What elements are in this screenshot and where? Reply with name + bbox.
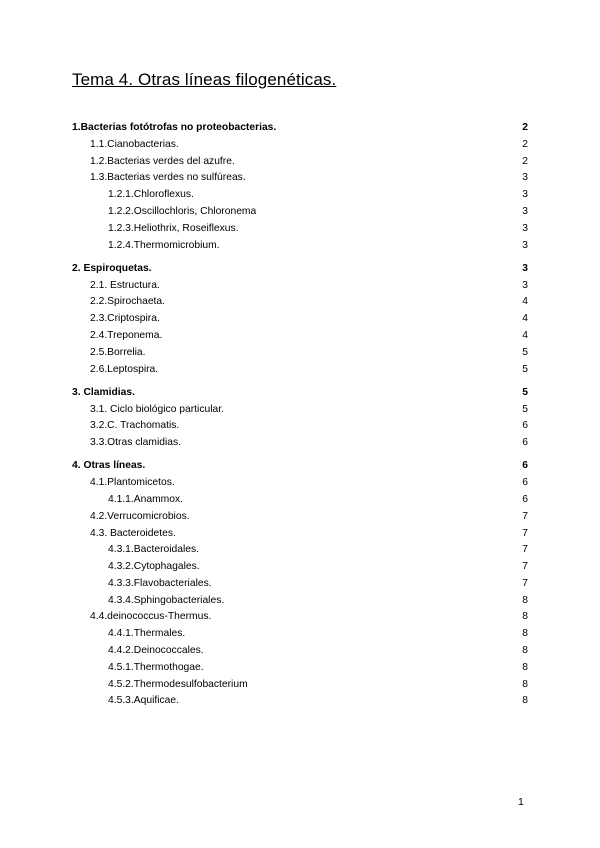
toc-entry[interactable] [72,221,528,238]
toc-entry-page: 7 [522,510,528,522]
table-of-contents [72,120,528,710]
toc-entry-page: 7 [522,527,528,539]
toc-entry[interactable] [72,187,528,204]
toc-entry-label: 3.2.C. Trachomatis. [90,420,180,432]
toc-entry-label: 4.4.1.Thermales. [108,628,186,640]
toc-entry-page: 2 [522,122,528,133]
toc-entry-page: 7 [522,544,528,556]
toc-entry-page: 4 [522,313,528,325]
toc-entry-label: 2.2.Spirochaeta. [90,296,165,308]
toc-entry-label: 1.2.1.Chloroflexus. [108,189,194,201]
toc-entry[interactable] [72,362,528,379]
toc-entry-page: 3 [522,239,528,251]
toc-entry[interactable] [72,204,528,221]
toc-entry-label: 4.1.1.Anammox. [108,493,183,505]
toc-entry[interactable] [72,435,528,452]
toc-entry-page: 2 [522,138,528,150]
toc-entry[interactable] [72,576,528,593]
toc-entry-label: 1.2.Bacterias verdes del azufre. [90,155,235,167]
toc-entry-label: 4.1.Plantomicetos. [90,477,175,489]
toc-entry-label: 2.5.Borrelia. [90,346,146,358]
toc-entry-label: 4.5.1.Thermothogae. [108,661,204,673]
toc-entry[interactable] [72,385,528,402]
toc-entry[interactable] [72,559,528,576]
toc-entry[interactable] [72,593,528,610]
toc-entry-label: 4. Otras líneas. [72,460,146,472]
toc-entry-label: 1.2.3.Heliothrix, Roseiflexus. [108,222,239,234]
toc-entry[interactable] [72,120,528,137]
toc-entry[interactable] [72,402,528,419]
toc-entry-label: 4.3.1.Bacteroidales. [108,544,200,556]
toc-entry[interactable] [72,693,528,710]
toc-entry-page: 3 [522,172,528,184]
toc-entry-page: 3 [522,262,528,274]
toc-entry-page: 5 [522,386,528,398]
toc-entry-label: 4.4.deinococcus-Thermus. [90,611,212,623]
toc-entry[interactable] [72,609,528,626]
toc-entry-page: 5 [522,346,528,358]
toc-entry[interactable] [72,509,528,526]
toc-entry-page: 8 [522,611,528,623]
toc-entry[interactable] [72,238,528,255]
toc-entry[interactable] [72,492,528,509]
toc-entry[interactable] [72,278,528,295]
toc-entry-page: 6 [522,420,528,432]
toc-entry-label: 3.1. Ciclo biológico particular. [90,403,224,415]
toc-entry-page: 3 [522,222,528,234]
toc-entry-page: 6 [522,493,528,505]
toc-entry-label: 2. Espiroquetas. [72,262,152,274]
toc-entry-page: 8 [522,678,528,690]
page-number: 1 [518,796,524,808]
toc-entry[interactable] [72,526,528,543]
toc-entry[interactable] [72,294,528,311]
toc-entry-label: 1.3.Bacterias verdes no sulfúreas. [90,172,246,184]
toc-entry-page: 7 [522,577,528,589]
toc-entry-label: 3.3.Otras clamidias. [90,437,181,449]
toc-entry-page: 4 [522,329,528,341]
toc-entry-page: 8 [522,695,528,707]
page-title: Tema 4. Otras líneas filogenéticas. [72,70,337,89]
toc-entry-page: 5 [522,363,528,375]
toc-entry-page: 3 [522,205,528,217]
toc-entry-label: 2.1. Estructura. [90,279,160,291]
toc-entry-label: 1.2.2.Oscillochloris, Chloronema [108,205,257,217]
toc-entry-label: 1.Bacterias fotótrofas no proteobacterias. [72,122,277,133]
toc-entry-page: 6 [522,437,528,449]
toc-entry-label: 1.1.Cianobacterias. [90,138,179,150]
toc-entry-page: 8 [522,594,528,606]
toc-entry-page: 6 [522,460,528,472]
toc-entry-page: 5 [522,403,528,415]
toc-entry[interactable] [72,643,528,660]
toc-entry-label: 4.2.Verrucomicrobios. [90,510,190,522]
toc-entry-page: 8 [522,628,528,640]
toc-entry[interactable] [72,542,528,559]
toc-entry-label: 2.6.Leptospira. [90,363,159,375]
toc-entry[interactable] [72,475,528,492]
toc-entry-label: 2.4.Treponema. [90,329,163,341]
toc-entry-label: 1.2.4.Thermomicrobium. [108,239,220,251]
toc-entry-label: 4.3.4.Sphingobacteriales. [108,594,225,606]
toc-entry-page: 8 [522,661,528,673]
toc-entry-page: 8 [522,645,528,657]
toc-entry-page: 6 [522,477,528,489]
toc-entry-page: 7 [522,561,528,573]
toc-entry-label: 2.3.Criptospira. [90,313,160,325]
toc-entry[interactable] [72,154,528,171]
toc-entry-label: 4.5.3.Aquificae. [108,695,179,707]
toc-entry-label: 4.3.2.Cytophagales. [108,561,200,573]
toc-entry-label: 4.4.2.Deinococcales. [108,645,204,657]
toc-entry-page: 2 [522,155,528,167]
toc-entry[interactable] [72,677,528,694]
toc-entry-label: 4.5.2.Thermodesulfobacterium [108,678,248,690]
toc-entry[interactable] [72,626,528,643]
toc-entry[interactable] [72,170,528,187]
toc-entry[interactable] [72,458,528,475]
toc-entry-page: 3 [522,189,528,201]
toc-entry[interactable] [72,311,528,328]
toc-entry[interactable] [72,418,528,435]
toc-entry-label: 4.3.3.Flavobacteriales. [108,577,212,589]
toc-entry[interactable] [72,345,528,362]
toc-entry-label: 3. Clamidias. [72,386,135,398]
toc-entry[interactable] [72,660,528,677]
toc-entry-page: 4 [522,296,528,308]
toc-entry-label: 4.3. Bacteroidetes. [90,527,176,539]
toc-entry[interactable] [72,328,528,345]
toc-entry[interactable] [72,137,528,154]
toc-entry[interactable] [72,261,528,278]
toc-entry-page: 3 [522,279,528,291]
